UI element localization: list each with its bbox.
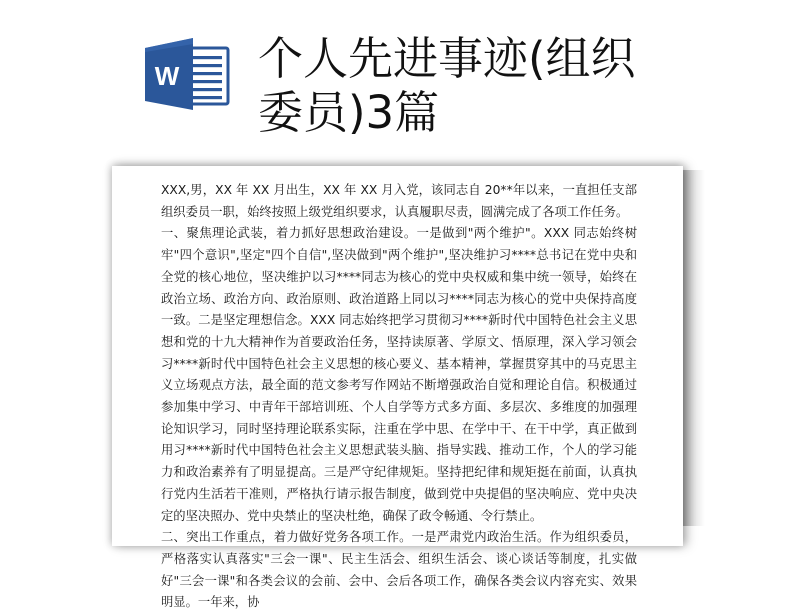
title-line-1: 个人先进事迹(组织 <box>258 32 636 85</box>
svg-text:W: W <box>154 61 180 91</box>
document-body <box>161 180 637 614</box>
document-page-preview <box>112 166 683 610</box>
page-shadow <box>683 170 705 526</box>
title-line-2: 委员)3篇 <box>258 86 440 139</box>
microsoft-word-icon <box>143 38 231 110</box>
paragraph-section-2: 二、突出工作重点，着力做好党务各项工作。一是严肃党内政治生活。作为组织委员，严格落实认真落实"三会一课"、民主生活会、组织生活会、谈心谈话等制度，扎实做好"三会一课"和各类会议的会前、会中、会后各项工作，确保各类会议内容充实、效果明显。一年来，协 <box>161 530 637 610</box>
paragraph-section-1: 一、聚焦理论武装，着力抓好思想政治建设。一是做到"两个维护"。XXX 同志始终树牢"四个意识",坚定"四个自信",坚决做到"两个维护",坚决维护习****总书记在党中央和全党的核心地位，坚决维护以习****同志为核心的党中央权威和集中统一领导，始终在政治立场、政治方向、政治原则、政治道路上同以习****同志为核心的党中央保持高度一致。二是坚定理想信念。XXX 同志始终把学习贯彻习****新时代中国特色社会主义思想和党的十九大精神作为首要政治任务，坚持读原著、学原文、悟原理，深入学习领会习****新时代中国特色社会主义思想的核心要义、基本精神，掌握贯穿其中的马克思主义立场观点方法，最全面的范文参考写作网站不断增强政治自觉和理论自信。积极通过参加集中学习、中青年干部培训班、个人自学等方式多方面、多层次、多维度的加强理论知识学习，同时坚持理论联系实际，注重在学中思、在学中干、在干中学，真正做到用习****新时代中国特色社会主义思想武装头脑、指导实践、推动工作，个人的学习能力和政治素养有了明显提高。三是严守纪律规矩。坚持把纪律和规矩挺在前面，认真执行党内生活若干准则，严格执行请示报告制度，做到党中央提倡的坚决响应、党中央决定的坚决照办、党中央禁止的坚决杜绝，确保了政令畅通、令行禁止。 <box>161 226 637 523</box>
document-header <box>0 0 800 160</box>
paragraph-intro: XXX,男，XX 年 XX 月出生，XX 年 XX 月入党，该同志自 20**年以来，一直担任支部组织委员一职，始终按照上级党组织要求，认真履职尽责，圆满完成了各项工作任务。 <box>161 183 637 219</box>
document-title <box>258 32 678 140</box>
